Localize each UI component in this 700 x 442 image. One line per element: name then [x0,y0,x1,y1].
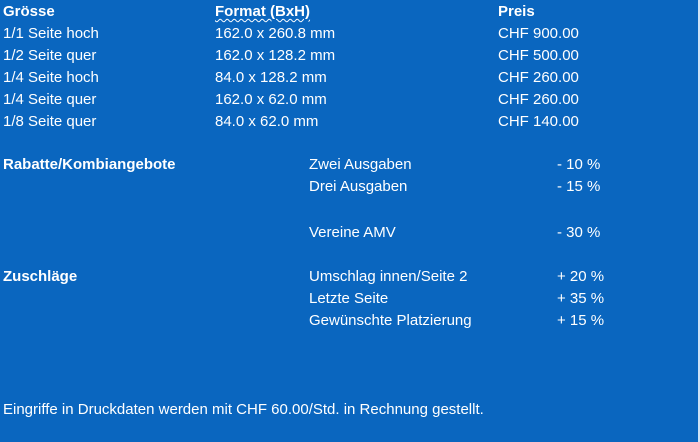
header-size: Grösse [3,3,55,20]
table-row [0,91,700,113]
surcharge-label: Gewünschte Platzierung [309,312,472,329]
discount-value: - 10 % [557,156,601,173]
table-row [0,69,700,91]
discounts-title: Rabatte/Kombiangebote [3,156,176,173]
surcharge-label: Umschlag innen/Seite 2 [309,268,468,285]
row-price: CHF 260.00 [498,91,579,108]
row-size: 1/2 Seite quer [3,47,97,64]
footnote: Eingriffe in Druckdaten werden mit CHF 60.00/Std. in Rechnung gestellt. [3,401,484,418]
row-price: CHF 900.00 [498,25,579,42]
list-item [0,290,700,312]
table-row [0,25,700,47]
row-format: 84.0 x 128.2 mm [215,69,327,86]
discount-label: Vereine AMV [309,224,396,241]
list-item [0,178,700,200]
row-size: 1/1 Seite hoch [3,25,99,42]
row-format: 162.0 x 260.8 mm [215,25,336,42]
list-item [0,224,700,246]
row-size: 1/8 Seite quer [3,113,97,130]
surcharge-label: Letzte Seite [309,290,389,307]
row-format: 84.0 x 62.0 mm [215,113,319,130]
row-size: 1/4 Seite hoch [3,69,99,86]
header-price: Preis [498,3,535,20]
row-format: 162.0 x 128.2 mm [215,47,336,64]
list-item [0,156,700,178]
table-row [0,47,700,69]
discount-label: Zwei Ausgaben [309,156,412,173]
row-price: CHF 260.00 [498,69,579,86]
discount-value: - 30 % [557,224,601,241]
discount-label: Drei Ausgaben [309,178,408,195]
row-price: CHF 140.00 [498,113,579,130]
discount-value: - 15 % [557,178,601,195]
list-item [0,268,700,290]
surcharge-value: + 35 % [557,290,605,307]
surcharge-value: + 20 % [557,268,605,285]
surcharge-value: + 15 % [557,312,605,329]
row-format: 162.0 x 62.0 mm [215,91,327,108]
table-row [0,113,700,135]
row-price: CHF 500.00 [498,47,579,64]
list-item [0,312,700,334]
price-table-header [0,3,700,25]
row-size: 1/4 Seite quer [3,91,97,108]
surcharges-title: Zuschläge [3,268,78,285]
header-format: Format (BxH) [215,3,311,20]
